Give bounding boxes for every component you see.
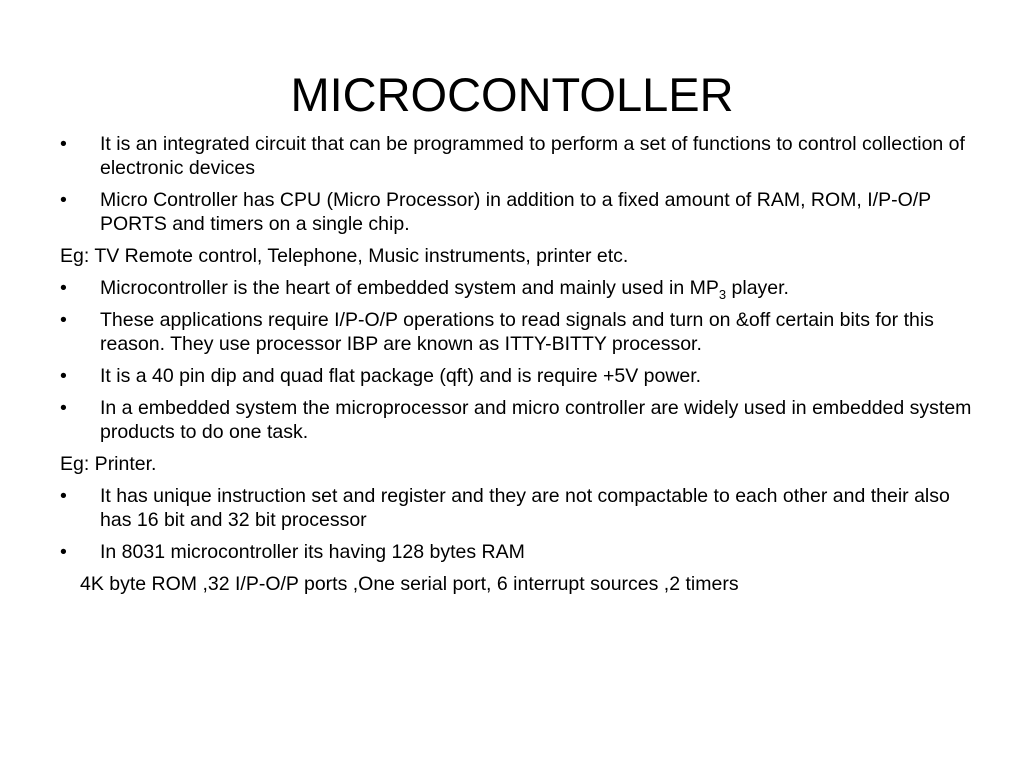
bullet-item bbox=[58, 132, 978, 180]
bullet-item bbox=[58, 308, 978, 356]
bullet-item bbox=[58, 364, 978, 388]
bullet-text: These applications require I/P-O/P operations to read signals and turn on &off certain bits for this reason. They use processor IBP are known as ITTY-BITTY processor. bbox=[100, 309, 934, 355]
continuation-line: 4K byte ROM ,32 I/P-O/P ports ,One serial port, 6 interrupt sources ,2 timers bbox=[80, 573, 739, 595]
slide-body bbox=[58, 128, 978, 596]
bullet-text: In 8031 microcontroller its having 128 bytes RAM bbox=[100, 541, 525, 563]
bullet-icon: • bbox=[60, 397, 67, 419]
bullet-item bbox=[58, 188, 978, 236]
bullet-text: Micro Controller has CPU (Micro Processor) in addition to a fixed amount of RAM, ROM, I/P-O/P PORTS and timers on a single chip. bbox=[100, 189, 931, 235]
bullet-icon: • bbox=[60, 277, 67, 299]
bullet-icon: • bbox=[60, 309, 67, 331]
bullet-text-part: Microcontroller is the heart of embedded system and mainly used in MP bbox=[100, 277, 719, 299]
bullet-icon: • bbox=[60, 133, 67, 155]
bullet-item bbox=[58, 276, 978, 300]
example-line: Eg: TV Remote control, Telephone, Music instruments, printer etc. bbox=[60, 245, 629, 267]
bullet-text bbox=[100, 277, 789, 302]
bullet-icon: • bbox=[60, 365, 67, 387]
bullet-icon: • bbox=[60, 189, 67, 211]
bullet-item bbox=[58, 484, 978, 532]
bullet-text: It has unique instruction set and register and they are not compactable to each other and their also has 16 bit and 32 bit processor bbox=[100, 485, 950, 531]
slide-title: MICROCONTOLLER bbox=[290, 68, 734, 121]
bullet-text: It is a 40 pin dip and quad flat package (qft) and is require +5V power. bbox=[100, 365, 702, 387]
bullet-icon: • bbox=[60, 485, 67, 507]
bullet-icon: • bbox=[60, 541, 67, 563]
bullet-text: It is an integrated circuit that can be programmed to perform a set of functions to control collection of electronic devices bbox=[100, 133, 965, 179]
subscript: 3 bbox=[718, 287, 727, 302]
example-line: Eg: Printer. bbox=[60, 453, 157, 475]
bullet-item bbox=[58, 396, 978, 444]
bullet-text: In a embedded system the microprocessor and micro controller are widely used in embedded system products to do one task. bbox=[100, 397, 972, 443]
bullet-item bbox=[58, 540, 978, 564]
bullet-text-part: player. bbox=[726, 277, 789, 299]
